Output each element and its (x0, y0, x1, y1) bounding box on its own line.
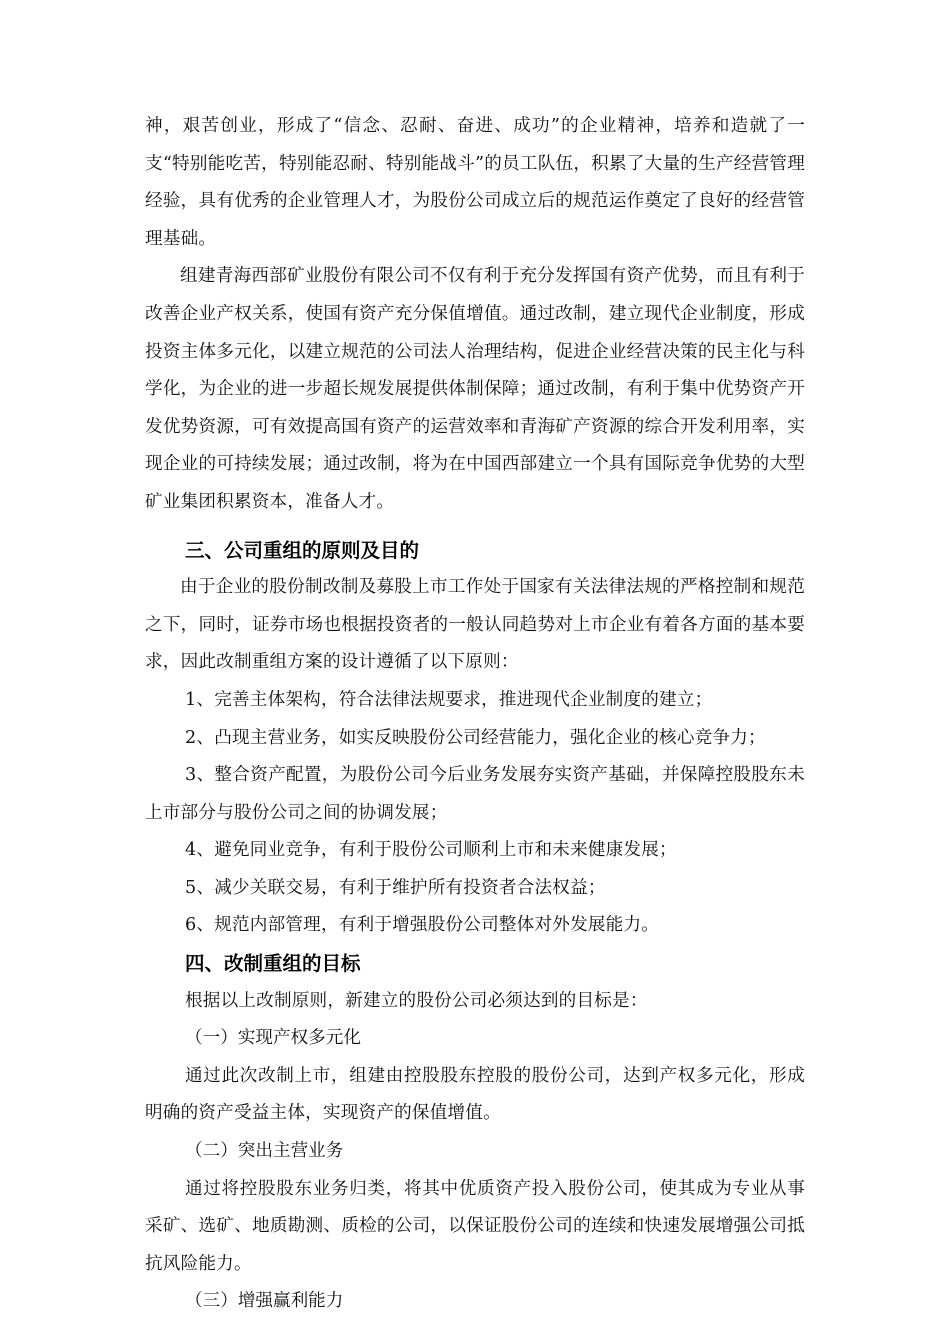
principle-item-6: 6、规范内部管理，有利于增强股份公司整体对外发展能力。 (185, 915, 660, 936)
paragraph-intro-continuation: 神，艰苦创业，形成了“信念、忍耐、奋进、成功”的企业精神，培养和造就了一支“特别能吃苦，特别能忍耐、特别能战斗”的员工队伍，积累了大量的生产经营管理经验，具有优秀的企业管理人才，为股份公司成立后的规范运作奠定了良好的经营管理基础。 (145, 116, 805, 249)
subheading-ownership-diversification: （一）实现产权多元化 (185, 1028, 361, 1049)
paragraph-main-business: 通过将控股股东业务归类，将其中优质资产投入股份公司，使其成为专业从事采矿、选矿、地质勘测、质检的公司，以保证股份公司的连续和快速发展增强公司抵抗风险能力。 (145, 1178, 805, 1274)
paragraph-goals-intro: 根据以上改制原则，新建立的股份公司必须达到的目标是： (185, 990, 648, 1011)
paragraph-ownership-diversification: 通过此次改制上市，组建由控股股东控股的股份公司，达到产权多元化，形成明确的资产受益主体，实现资产的保值增值。 (145, 1065, 805, 1124)
paragraph-principles-intro: 由于企业的股份制改制及募股上市工作处于国家有关法律法规的严格控制和规范之下，同时，证券市场也根据投资者的一般认同趋势对上市企业有着各方面的基本要求，因此改制重组方案的设计遵循了以下原则： (145, 577, 805, 673)
section-heading-principles: 三、公司重组的原则及目的 (185, 538, 420, 562)
section-heading-goals: 四、改制重组的目标 (185, 952, 361, 976)
subheading-profitability: （三）增强赢利能力 (185, 1291, 344, 1312)
subheading-main-business: （二）突出主营业务 (185, 1141, 344, 1162)
paragraph-restructuring-benefits: 组建青海西部矿业股份有限公司不仅有利于充分发挥国有资产优势，而且有利于改善企业产权关系，使国有资产充分保值增值。通过改制，建立现代企业制度，形成投资主体多元化，以建立规范的公司法人治理结构，促进企业经营决策的民主化与科学化，为企业的进一步超长规发展提供体制保障；通过改制，有利于集中优势资产开发优势资源，可有效提高国有资产的运营效率和青海矿产资源的综合开发利用率，实现企业的可持续发展；通过改制，将为在中国西部建立一个具有国际竞争优势的大型矿业集团积累资本，准备人才。 (145, 266, 805, 512)
principle-item-5: 5、减少关联交易，有利于维护所有投资者合法权益； (185, 877, 606, 898)
principle-item-3: 3、整合资产配置，为股份公司今后业务发展夯实资产基础，并保障控股股东未上市部分与股份公司之间的协调发展； (145, 765, 805, 823)
document-page (145, 108, 805, 1321)
principle-item-2: 2、凸现主营业务，如实反映股份公司经营能力，强化企业的核心竞争力； (185, 727, 766, 748)
principle-item-4: 4、避免同业竞争，有利于股份公司顺利上市和未来健康发展； (185, 840, 677, 861)
principle-item-1: 1、完善主体架构，符合法律法规要求，推进现代企业制度的建立； (185, 689, 713, 710)
